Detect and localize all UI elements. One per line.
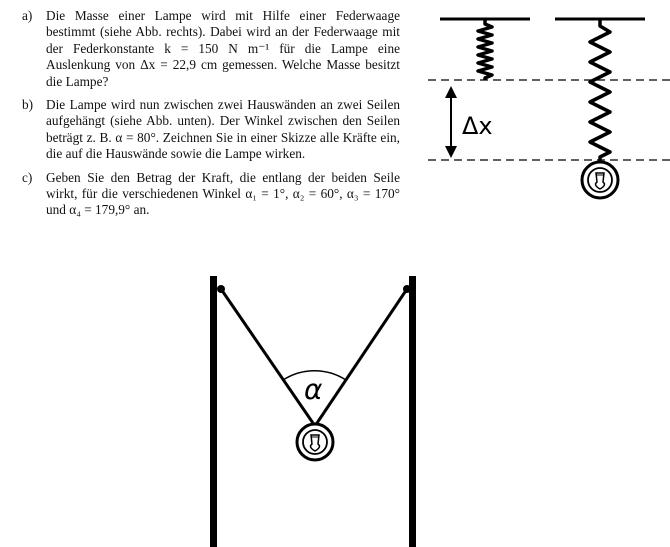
rope-left bbox=[221, 289, 315, 426]
task-b-letter: b) bbox=[22, 97, 34, 113]
wall-left bbox=[210, 276, 217, 547]
task-b-text: Die Lampe wird nun zwischen zwei Hauswänden an zwei Seilen aufgehängt (siehe Abb. unten). Der Winkel zwischen den Seilen beträgt z. B. α = 80°. Zeichnen Sie in einer Skizze alle Kräfte ein, die auf die Hauswände sowie die Lampe wirken. bbox=[46, 97, 400, 162]
task-c-letter: c) bbox=[22, 169, 33, 185]
task-list bbox=[22, 8, 400, 226]
anchor-left bbox=[217, 285, 225, 293]
task-c-text: Geben Sie den Betrag der Kraft, die entlang der beiden Seile wirkt, für die verschiedenen Winkel α₁ = 1°, α₂ = 60°, α₃ = 170° und α₄ = 179,9° an. bbox=[46, 169, 400, 218]
rope-lamp-figure bbox=[195, 262, 435, 547]
angle-label: α bbox=[304, 373, 323, 406]
spring-relaxed bbox=[478, 19, 492, 80]
task-c bbox=[22, 170, 400, 219]
task-a-letter: a) bbox=[22, 8, 33, 23]
delta-x-label: Δx bbox=[462, 112, 493, 140]
wall-right bbox=[409, 276, 416, 547]
spring-scale-figure bbox=[418, 0, 670, 205]
anchor-right bbox=[403, 285, 411, 293]
lamp-icon bbox=[297, 424, 333, 460]
lamp-icon bbox=[582, 162, 618, 198]
task-a-text: Die Masse einer Lampe wird mit Hilfe einer Federwaage bestimmt (siehe Abb. rechts). Dabei wird an der Federwaage mit der Federkonstante k = 150 N m⁻¹ für die Lampe eine Auslenkung von Δx = 22,9 cm gemessen. Welche Masse besitzt die Lampe? bbox=[46, 8, 400, 89]
delta-x-arrow bbox=[445, 86, 457, 158]
task-b bbox=[22, 97, 400, 163]
spring-stretched bbox=[590, 19, 610, 164]
task-a bbox=[22, 8, 400, 90]
rope-right bbox=[315, 289, 407, 426]
